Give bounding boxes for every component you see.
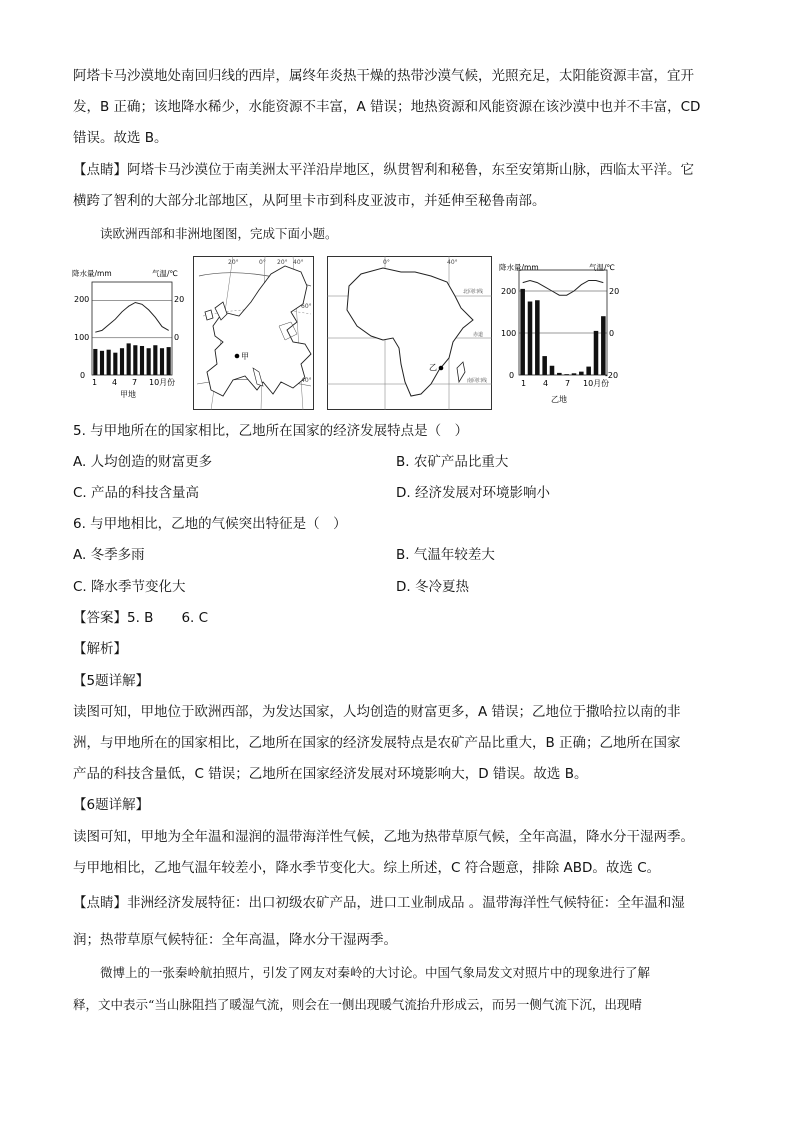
jia-left-tick-100: 100 bbox=[74, 333, 90, 342]
africa-lat-equator: 赤道 bbox=[473, 332, 484, 338]
europe-point-label: 甲 bbox=[241, 352, 249, 361]
africa-lon-40: 40° bbox=[447, 259, 458, 266]
yi-right-tick-20: 20 bbox=[609, 287, 620, 296]
jia-temp-line bbox=[95, 303, 168, 333]
jia-xtick-10: 10月份 bbox=[149, 378, 176, 387]
yi-xtick-10: 10月份 bbox=[583, 379, 610, 388]
jia-plot-area bbox=[92, 282, 172, 375]
yi-xtick-1: 1 bbox=[521, 379, 527, 388]
detail-5-line-1: 读图可知，甲地位于欧洲西部，为发达国家，人均创造的财富更多，A 错误；乙地位于撒哈拉以南的非 bbox=[73, 704, 681, 720]
yi-precip-bar-4 bbox=[542, 356, 547, 375]
yi-precip-bar-5 bbox=[550, 366, 555, 375]
europe-lon-40e: 40° bbox=[293, 259, 304, 266]
note-line-2: 横跨了智利的大部分北部地区，从阿里卡市到科皮亚波市，并延伸至秘鲁南部。 bbox=[73, 193, 546, 209]
yi-precip-bar-6 bbox=[557, 373, 562, 375]
detail-5-title: 【5题详解】 bbox=[73, 673, 150, 689]
africa-lon-0: 0° bbox=[383, 259, 390, 266]
europe-lat-40: 40° bbox=[301, 377, 312, 384]
passage-line-1: 阿塔卡马沙漠地处南回归线的西岸，属终年炎热干燥的热带沙漠气候，光照充足，太阳能资源丰富，宜开 bbox=[73, 68, 694, 84]
detail-6-title: 【6题详解】 bbox=[73, 797, 150, 813]
jia-left-tick-200: 200 bbox=[74, 295, 90, 304]
jia-precip-bar-10 bbox=[153, 345, 157, 375]
next-passage-line-2: 释，文中表示“当山脉阻挡了暖湿气流，则会在一侧出现暖气流抬升形成云，而另一侧气流下沉，出现晴 bbox=[73, 997, 642, 1012]
yi-precip-bar-3 bbox=[535, 300, 540, 375]
yi-precip-bar-9 bbox=[579, 372, 584, 375]
jia-precip-bar-2 bbox=[100, 351, 104, 375]
africa-point-label: 乙 bbox=[429, 363, 437, 372]
detail-6-line-1: 读图可知，甲地为全年温和湿润的温带海洋性气候，乙地为热带草原气候，全年高温，降水分干湿两季。 bbox=[73, 829, 694, 845]
yi-precip-bar-10 bbox=[586, 367, 591, 375]
jia-right-tick-20: 20 bbox=[174, 295, 185, 304]
jia-precip-bar-9 bbox=[147, 348, 151, 375]
yi-precip-bar-12 bbox=[601, 316, 606, 375]
question-5-option-d[interactable]: D. 经济发展对环境影响小 bbox=[396, 485, 550, 501]
passage-line-2: 发，B 正确；该地降水稀少，水能资源不丰富，A 错误；地热资源和风能资源在该沙漠中也并不丰富，CD bbox=[73, 99, 701, 115]
europe-lon-20w: 20° bbox=[228, 259, 239, 266]
question-5-option-a[interactable]: A. 人均创造的财富更多 bbox=[73, 454, 213, 470]
jia-precip-bar-7 bbox=[133, 345, 137, 375]
jia-right-tick-0: 0 bbox=[174, 333, 180, 342]
yi-ylabel-right: 气温/℃ bbox=[589, 263, 615, 272]
question-6-option-d[interactable]: D. 冬冷夏热 bbox=[396, 579, 469, 595]
detail-5-line-3: 产品的科技含量低，C 错误；乙地所在国家经济发展对环境影响大，D 错误。故选 B。 bbox=[73, 766, 588, 782]
jia-precip-bar-12 bbox=[167, 347, 171, 375]
question-6-option-b[interactable]: B. 气温年较差大 bbox=[396, 547, 495, 563]
europe-lon-0: 0° bbox=[259, 259, 266, 266]
yi-left-tick-0: 0 bbox=[509, 371, 515, 380]
question-6-stem: 6. 与甲地相比，乙地的气候突出特征是（ ） bbox=[73, 516, 347, 532]
question-5-option-c[interactable]: C. 产品的科技含量高 bbox=[73, 485, 200, 501]
yi-right-tick-minus20: -20 bbox=[605, 371, 619, 380]
figure-instruction: 读欧洲西部和非洲地图图，完成下面小题。 bbox=[100, 226, 338, 241]
analysis-label: 【解析】 bbox=[73, 641, 127, 657]
detail-6-line-2: 与甲地相比，乙地气温年较差小，降水季节变化大。综上所述，C 符合题意，排除 ABD。故选 C。 bbox=[73, 860, 661, 876]
passage-line-3: 错误。故选 B。 bbox=[73, 130, 168, 146]
yi-caption: 乙地 bbox=[551, 395, 567, 404]
africa-map bbox=[327, 256, 492, 410]
jia-precip-bar-4 bbox=[113, 353, 117, 375]
question-5-option-b[interactable]: B. 农矿产品比重大 bbox=[396, 454, 509, 470]
yi-left-tick-200: 200 bbox=[501, 287, 517, 296]
europe-lon-20e: 20° bbox=[277, 259, 288, 266]
jia-xtick-4: 4 bbox=[112, 378, 118, 387]
question-5-stem: 5. 与甲地所在的国家相比，乙地所在国家的经济发展特点是（ ） bbox=[73, 423, 469, 439]
yi-precip-bar-2 bbox=[528, 302, 533, 376]
jia-precip-bar-11 bbox=[160, 348, 164, 375]
next-passage-line-1: 微博上的一张秦岭航拍照片，引发了网友对秦岭的大讨论。中国气象局发文对照片中的现象进行了解 bbox=[100, 965, 651, 980]
answer-6: 6. C bbox=[181, 610, 209, 626]
yi-plot-area bbox=[519, 270, 607, 375]
answer-label: 【答案】 bbox=[73, 610, 127, 626]
question-6-option-a[interactable]: A. 冬季多雨 bbox=[73, 547, 145, 563]
jia-precip-bar-6 bbox=[127, 343, 131, 375]
jia-precip-bar-8 bbox=[140, 346, 144, 375]
climate-chart-jia bbox=[66, 262, 190, 402]
yi-temp-line bbox=[523, 281, 604, 296]
jia-precip-bar-3 bbox=[107, 350, 111, 375]
jia-caption: 甲地 bbox=[120, 390, 136, 399]
climate-chart-yi bbox=[495, 258, 627, 408]
jia-left-tick-0: 0 bbox=[80, 371, 86, 380]
africa-lat-tropic-north: 北回归线 bbox=[463, 289, 484, 295]
jia-precip-bar-5 bbox=[120, 348, 124, 375]
yi-left-tick-100: 100 bbox=[501, 329, 517, 338]
africa-lat-tropic-south: 南回归线 bbox=[467, 378, 488, 384]
jia-xtick-1: 1 bbox=[92, 378, 98, 387]
yi-right-tick-0: 0 bbox=[609, 329, 615, 338]
europe-map bbox=[193, 256, 314, 410]
tip-line-2: 润；热带草原气候特征：全年高温，降水分干湿两季。 bbox=[73, 932, 397, 948]
yi-precip-bar-11 bbox=[594, 331, 599, 375]
tip-line-1: 【点睛】非洲经济发展特征：出口初级农矿产品，进口工业制成品 。温带海洋性气候特征：全年温和湿 bbox=[73, 895, 685, 911]
note-line-1: 【点睛】阿塔卡马沙漠位于南美洲太平洋沿岸地区，纵贯智利和秘鲁，东至安第斯山脉，西临太平洋。它 bbox=[73, 162, 694, 178]
yi-precip-bar-8 bbox=[572, 373, 577, 375]
jia-ylabel-right: 气温/℃ bbox=[152, 269, 178, 278]
jia-xtick-7: 7 bbox=[132, 378, 138, 387]
yi-ylabel-left: 降水量/mm bbox=[499, 263, 539, 272]
question-6-option-c[interactable]: C. 降水季节变化大 bbox=[73, 579, 186, 595]
yi-precip-bar-1 bbox=[520, 289, 525, 375]
jia-precip-bar-1 bbox=[93, 349, 97, 375]
yi-precip-bar-7 bbox=[564, 374, 569, 375]
yi-xtick-7: 7 bbox=[565, 379, 571, 388]
detail-5-line-2: 洲，与甲地所在的国家相比，乙地所在国家的经济发展特点是农矿产品比重大，B 正确；乙地所在国家 bbox=[73, 735, 681, 751]
yi-xtick-4: 4 bbox=[543, 379, 549, 388]
europe-lat-60: 60° bbox=[301, 303, 312, 310]
jia-ylabel-left: 降水量/mm bbox=[72, 269, 112, 278]
answer-line bbox=[73, 608, 723, 628]
answer-5: 5. B bbox=[127, 610, 154, 626]
